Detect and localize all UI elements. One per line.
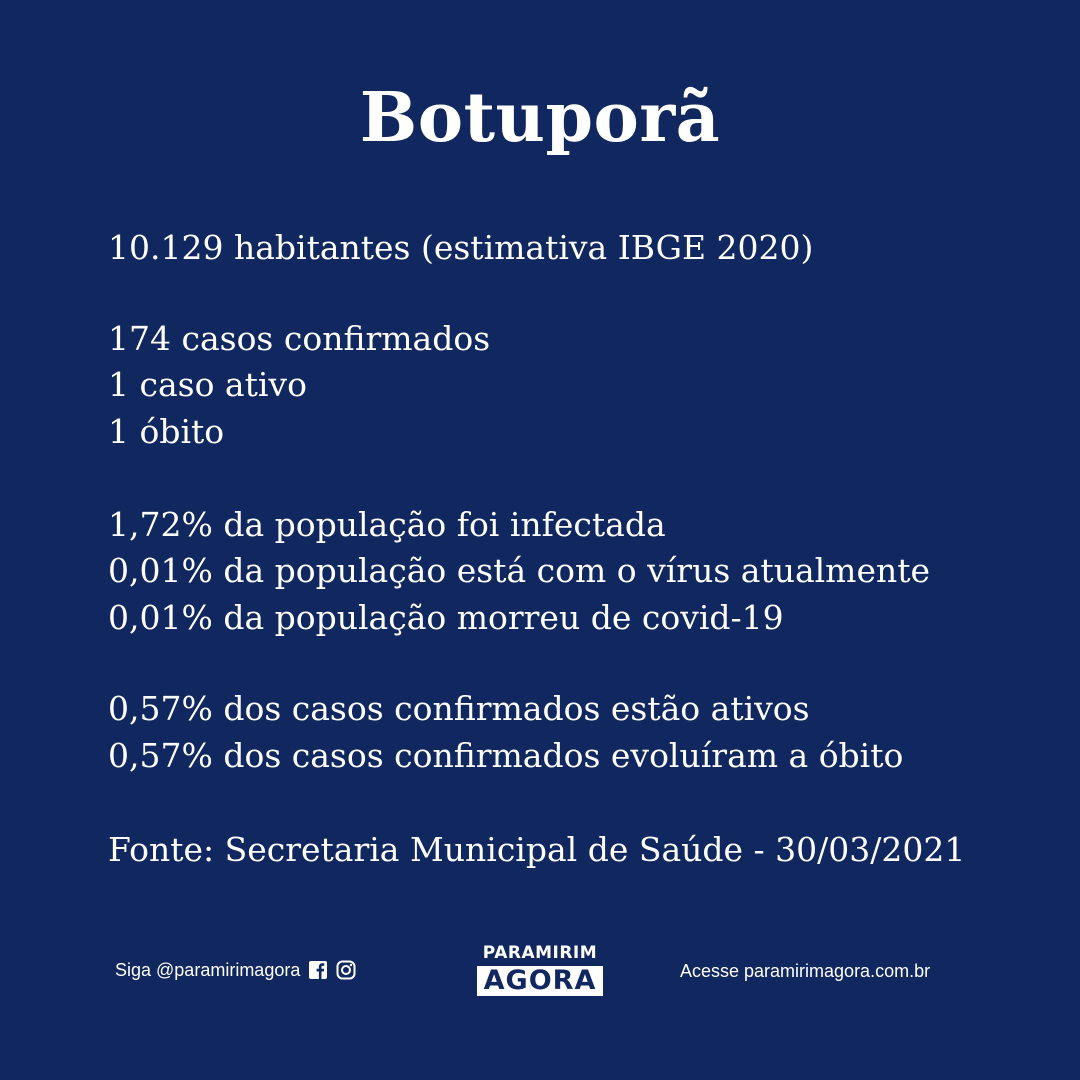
- deaths-text: 1 óbito: [108, 412, 225, 451]
- source-text: Fonte: Secretaria Municipal de Saúde - 30/03/2021: [108, 830, 966, 869]
- active-cases-text: 1 caso ativo: [108, 365, 307, 404]
- follow-text: Siga @paramirimagora: [115, 960, 301, 980]
- population-text: 10.129 habitantes (estimativa IBGE 2020): [108, 228, 814, 267]
- logo-bottom-text: AGORA: [477, 966, 603, 996]
- death-cases-pct-text: 0,57% dos casos confirmados evoluíram a óbito: [108, 736, 904, 775]
- follow-section: [115, 958, 356, 982]
- logo-top-text: PARAMIRIM: [482, 943, 598, 963]
- page-title: Botuporã: [359, 78, 721, 158]
- instagram-icon[interactable]: [336, 960, 356, 980]
- visit-site-text: Acesse paramirimagora.com.br: [680, 961, 931, 981]
- paramirim-agora-logo: [476, 942, 604, 996]
- infected-pct-text: 1,72% da população foi infectada: [108, 505, 666, 544]
- confirmed-cases-text: 174 casos confirmados: [108, 319, 491, 358]
- currently-infected-pct-text: 0,01% da população está com o vírus atualmente: [108, 551, 931, 590]
- died-pct-text: 0,01% da população morreu de covid-19: [108, 598, 784, 637]
- active-cases-pct-text: 0,57% dos casos confirmados estão ativos: [108, 689, 810, 728]
- facebook-icon[interactable]: [308, 960, 328, 980]
